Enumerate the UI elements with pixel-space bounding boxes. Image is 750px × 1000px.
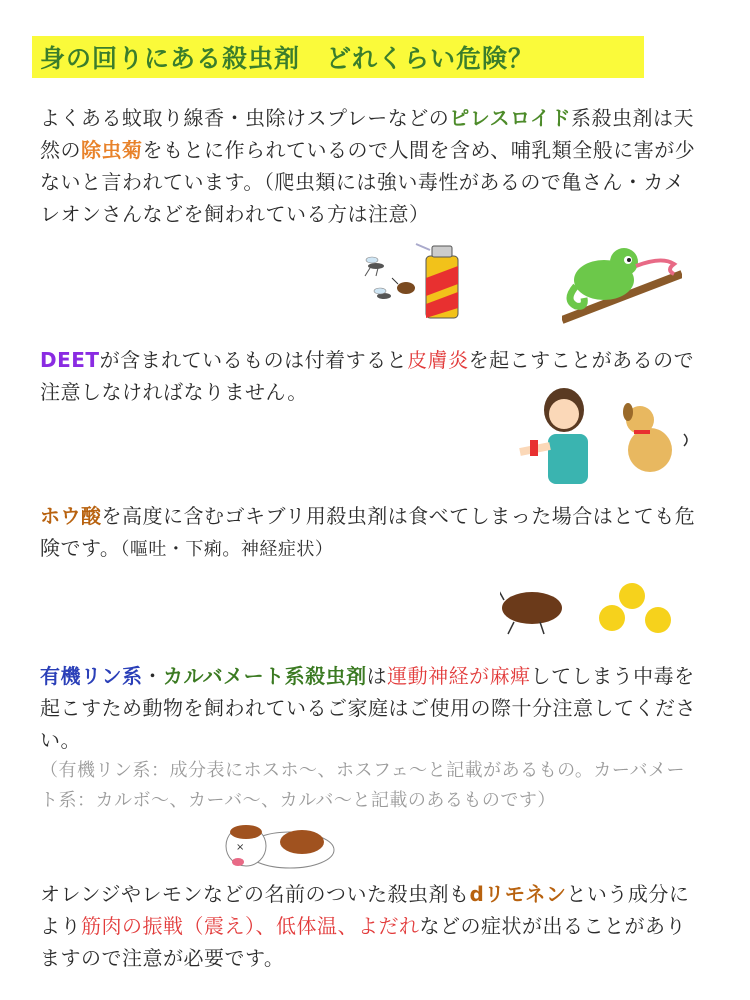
dog-icon <box>623 403 687 472</box>
spray-can-icon <box>416 244 458 318</box>
p4-text-2: してしまう中毒を起こすため動物を飼われているご家庭はご使用の際十分注意してください。 <box>40 664 696 752</box>
p2-text-2: を起こすことがあるので注意しなければなりません。 <box>40 348 695 404</box>
p5-text-2: という成分により <box>40 882 690 938</box>
page-title: 身の回りにある殺虫剤 どれくらい危険？ <box>40 44 535 73</box>
p5-text-1: オレンジやレモンなどの名前のついた殺虫剤も <box>40 882 470 906</box>
mosquito-icon <box>374 288 391 299</box>
limonene-highlight: dリモネン <box>469 882 567 906</box>
sick-dog-icon <box>226 825 334 868</box>
svg-text:×: × <box>236 842 245 853</box>
pellet-icon <box>619 583 645 609</box>
p4-text-1: は <box>366 664 388 688</box>
chrysanthemum-highlight: 除虫菊 <box>81 138 143 162</box>
dermatitis-highlight: 皮膚炎 <box>407 348 469 372</box>
p3-text-1: を高度に含むゴキブリ用殺虫剤は食べてしまった場合はとても危険です。 <box>40 504 696 560</box>
cockroach-small-icon <box>392 278 415 294</box>
paragraph-boric-acid <box>40 500 700 566</box>
sick-dog-illustration <box>216 814 336 874</box>
cockroach-icon <box>500 582 562 634</box>
p1-text-2: 系殺虫剤は天然の <box>40 106 695 162</box>
spraying-girl-dog-illustration <box>500 384 700 484</box>
pyrethroid-highlight: ピレスロイド <box>449 106 572 130</box>
paragraph-limonene <box>40 878 700 974</box>
boric-acid-highlight: ホウ酸 <box>40 504 102 528</box>
pellet-icon <box>645 607 671 633</box>
paragraph-organophosphate <box>40 660 700 816</box>
p1-text-1: よくある蚊取り線香・虫除けスプレーなどの <box>40 106 450 130</box>
insect-spray-illustration <box>362 238 474 324</box>
organophosphate-highlight: 有機リン系 <box>40 664 143 688</box>
p4-separator: ・ <box>142 664 163 688</box>
paralysis-highlight: 運動神経が麻痺 <box>387 664 531 688</box>
symptoms-highlight: 筋肉の振戦（震え）、低体温、よだれ <box>81 914 420 938</box>
cockroach-pellets-illustration <box>500 576 690 636</box>
carbamate-highlight: カルバメート系殺虫剤 <box>163 664 367 688</box>
p1-text-3: をもとに作られているので人間を含め、哺乳類全般に害が少ないと言われています。（爬虫類には強い毒性があるので亀さん・カメレオンさんなどを飼われている方は注意） <box>40 138 696 226</box>
ingredient-note: （有機リン系：成分表にホスホ〜、ホスフェ〜と記載があるもの。カーバメート系：カルボ〜、カーバ〜、カルバ〜と記載のあるものです） <box>40 760 685 811</box>
pellet-icon <box>599 605 625 631</box>
mosquito-icon <box>365 257 384 276</box>
paragraph-pyrethroid <box>40 102 700 230</box>
p3-symptoms: （嘔吐・下痢。神経症状） <box>120 539 334 560</box>
p5-text-3: などの症状が出ることがありますので注意が必要です。 <box>40 914 686 970</box>
p2-text-1: が含まれているものは付着すると <box>99 348 408 372</box>
girl-icon <box>520 388 588 484</box>
deet-highlight: DEET <box>40 348 100 372</box>
chameleon-illustration <box>562 236 682 326</box>
page-title-banner <box>32 36 644 78</box>
